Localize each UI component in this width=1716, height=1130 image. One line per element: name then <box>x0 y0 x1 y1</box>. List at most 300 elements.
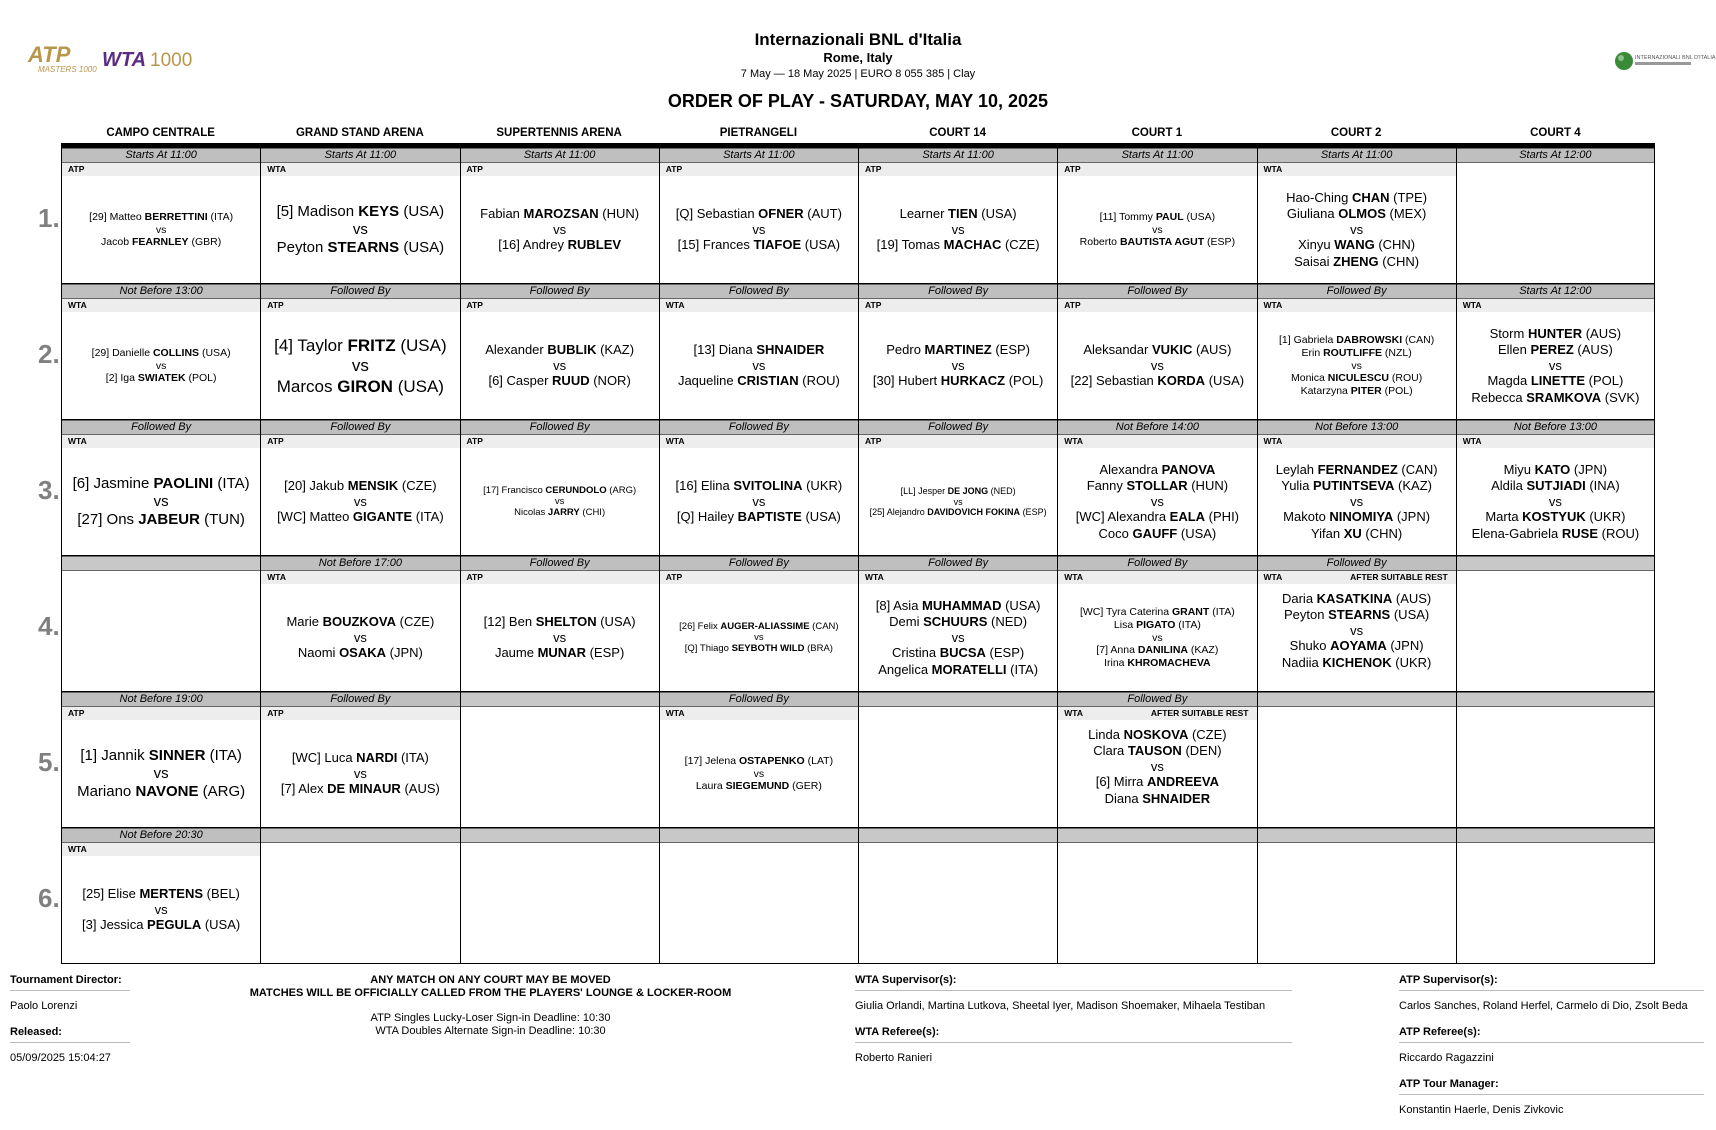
player-seed-first: [6] Casper <box>488 373 553 389</box>
player-seed-first: [Q] Thiago <box>684 643 732 655</box>
player-seed-first: [LL] Jesper <box>900 485 948 496</box>
player-seed-first: [13] Diana <box>693 342 757 358</box>
match-cell <box>659 828 858 964</box>
player-name <box>92 347 231 360</box>
tour-label <box>62 843 260 856</box>
match-time <box>62 556 260 571</box>
player-surname: PANOVA <box>1161 462 1216 478</box>
player-seed-first: Daria <box>1281 591 1317 607</box>
match-time <box>1058 828 1256 843</box>
tour-name: ATP <box>267 300 284 310</box>
match <box>1457 177 1654 283</box>
tour-name: WTA <box>665 436 685 446</box>
versus: vs <box>352 221 368 239</box>
player-seed-first: Peyton <box>276 238 328 256</box>
match-time <box>859 692 1057 707</box>
player-seed-first: Katarzyna <box>1300 385 1351 398</box>
tour-name: ATP <box>267 708 284 718</box>
player-country: (UKR) <box>802 478 843 494</box>
player-surname: AUGER-ALIASSIME <box>720 620 810 632</box>
tour-name: ATP <box>665 164 683 174</box>
player-seed-first: Marie <box>286 614 323 630</box>
match <box>1258 571 1456 691</box>
player-seed-first: Demi <box>889 614 924 630</box>
tour-label <box>261 571 459 584</box>
player-country: (USA) <box>1177 525 1217 541</box>
rest-note: AFTER SUITABLE REST <box>1350 572 1448 582</box>
match-time <box>859 828 1057 843</box>
player-name <box>292 750 429 766</box>
player-country: (ESP) <box>585 645 625 661</box>
court-header-row <box>61 124 1655 143</box>
match-time: Followed By <box>660 556 858 571</box>
match <box>859 449 1057 555</box>
player-name <box>1291 372 1422 385</box>
versus: vs <box>554 495 565 507</box>
player-seed-first: Cristina <box>892 645 940 661</box>
player-surname: SCHUURS <box>923 614 988 630</box>
player-surname: COLLINS <box>152 346 200 359</box>
player-seed-first: Monica <box>1290 372 1328 385</box>
match <box>859 721 1057 827</box>
player-country: (ITA) <box>1209 605 1235 618</box>
player-name <box>685 643 833 655</box>
match-cell <box>858 148 1057 284</box>
match <box>62 585 260 691</box>
tour-label <box>660 299 858 312</box>
player-surname: PITER <box>1350 385 1382 398</box>
divider <box>855 990 1292 991</box>
tour-label <box>1457 299 1654 312</box>
player-seed-first: Pedro <box>886 342 925 358</box>
player-seed-first: Aleksandar <box>1083 342 1152 358</box>
tour-name: WTA <box>68 300 87 310</box>
player-surname: KEYS <box>358 202 400 220</box>
player-country: (ITA) <box>412 509 444 525</box>
player-surname: FRITZ <box>347 335 396 355</box>
match-cell <box>659 148 858 284</box>
match-time: Followed By <box>461 420 659 435</box>
player-seed-first: [16] Andrey <box>498 237 568 253</box>
player-seed-first: Diana <box>1104 790 1143 806</box>
player-country: (CHN) <box>1378 253 1420 269</box>
player-surname: MACHAC <box>943 237 1002 253</box>
player-country: (NZL) <box>1382 346 1412 359</box>
atp-referee-label: ATP Referee(s): <box>1399 1026 1481 1038</box>
player-seed-first: Marta <box>1485 509 1523 525</box>
player-country: (AUT) <box>803 206 842 222</box>
match-time <box>1258 692 1456 707</box>
player-country: (CAN) <box>1402 333 1435 346</box>
player-name <box>77 783 245 802</box>
match-row <box>61 692 1655 828</box>
player-surname: RUBLEV <box>567 237 622 253</box>
player-country: (INA) <box>1585 478 1620 494</box>
player-surname: PEREZ <box>1530 342 1574 358</box>
player-country: (USA) <box>399 238 445 256</box>
player-surname: SIEGEMUND <box>725 780 790 793</box>
player-name <box>873 373 1044 389</box>
player-name <box>900 206 1017 222</box>
player-seed-first: Giuliana <box>1286 206 1339 222</box>
player-name <box>901 486 1016 497</box>
player-surname: CHAN <box>1351 190 1390 206</box>
player-seed-first: [7] Anna <box>1096 644 1138 657</box>
divider <box>10 1042 130 1043</box>
player-surname: RUSE <box>1561 525 1599 541</box>
player-surname: GIRON <box>337 376 393 396</box>
match-order-number: 4. <box>38 611 60 641</box>
tour-label <box>62 299 260 312</box>
player-surname: KOSTYUK <box>1522 509 1586 525</box>
player-surname: GRANT <box>1171 605 1210 618</box>
player-seed-first: Mariano <box>77 782 136 800</box>
tour-label <box>1457 435 1654 448</box>
player-name <box>277 509 444 525</box>
order-of-play-title: ORDER OF PLAY - SATURDAY, MAY 10, 2025 <box>667 91 1049 111</box>
match-cell <box>858 692 1057 828</box>
player-country: (TUN) <box>199 510 245 528</box>
player-surname: OSTAPENKO <box>738 754 805 767</box>
match <box>1258 721 1456 827</box>
match-cell <box>858 828 1057 964</box>
versus: vs <box>1351 359 1362 372</box>
versus: vs <box>155 223 167 236</box>
player-country: (PHI) <box>1205 509 1240 525</box>
tour-name: WTA <box>1462 300 1482 310</box>
match-cell <box>1057 420 1256 556</box>
tour-label <box>62 435 260 448</box>
player-seed-first: Erin <box>1301 346 1324 359</box>
tour-name: WTA <box>1263 300 1283 310</box>
player-seed-first: [20] Jakub <box>284 478 348 494</box>
player-name <box>1490 326 1621 342</box>
match-cell <box>460 420 659 556</box>
player-country: (USA) <box>1205 373 1245 389</box>
player-name <box>1286 190 1427 206</box>
player-country: (ITA) <box>207 210 234 223</box>
match-cell <box>858 420 1057 556</box>
player-surname: ROUTLIFFE <box>1323 346 1382 359</box>
tour-name: ATP <box>865 436 882 446</box>
player-name <box>1088 727 1226 743</box>
player-country: (CAN) <box>1397 462 1438 478</box>
player-surname: BAUTISTA AGUT <box>1119 236 1205 249</box>
player-surname: BAPTISTE <box>737 509 802 525</box>
player-name <box>678 373 840 389</box>
tour-label <box>62 163 260 176</box>
versus: vs <box>153 493 169 511</box>
match-cell <box>61 148 260 284</box>
match <box>859 585 1057 691</box>
player-country: (CZE) <box>396 614 435 630</box>
match-cell <box>659 284 858 420</box>
player-country: (USA) <box>801 237 841 253</box>
player-name <box>693 342 824 358</box>
match-cell <box>260 420 459 556</box>
tour-label <box>461 163 659 176</box>
player-name <box>696 780 822 793</box>
tour-name: WTA <box>1064 572 1083 582</box>
player-country: (KAZ) <box>596 342 635 358</box>
player-name <box>1282 591 1431 607</box>
match-order-number: 2. <box>38 339 60 369</box>
match <box>461 177 659 283</box>
versus: vs <box>752 493 766 509</box>
player-seed-first: Angelica <box>878 661 932 677</box>
atp-tour-manager-label: ATP Tour Manager: <box>1399 1078 1499 1090</box>
player-surname: XU <box>1343 525 1362 541</box>
player-surname: FERNANDEZ <box>1317 462 1398 478</box>
match-cell <box>659 692 858 828</box>
player-seed-first: [12] Ben <box>483 614 536 630</box>
tour-name: ATP <box>1064 300 1081 310</box>
player-name <box>1471 390 1639 406</box>
match-row <box>61 420 1655 556</box>
player-country: (CZE) <box>1188 727 1227 743</box>
player-seed-first: Fanny <box>1086 478 1127 494</box>
player-surname: AOYAMA <box>1330 638 1387 654</box>
player-seed-first: [17] Francisco <box>483 484 546 496</box>
player-surname: ZHENG <box>1333 253 1379 269</box>
player-name <box>277 239 445 258</box>
player-seed-first: Peyton <box>1284 607 1329 623</box>
player-surname: EALA <box>1169 509 1206 525</box>
match-time: Followed By <box>261 420 459 435</box>
player-country: (CHI) <box>579 507 606 519</box>
match <box>1058 449 1256 555</box>
match <box>859 177 1057 283</box>
match-cell <box>1057 284 1256 420</box>
player-surname: OFNER <box>758 206 804 222</box>
player-seed-first: [WC] Alexandra <box>1075 509 1170 525</box>
player-surname: NOSKOVA <box>1123 727 1189 743</box>
player-country: (USA) <box>1390 607 1430 623</box>
tour-name: ATP <box>466 164 483 174</box>
match-cell <box>1257 148 1456 284</box>
player-seed-first: [22] Sebastian <box>1070 373 1158 389</box>
player-seed-first: Rebecca <box>1471 389 1527 405</box>
match-cell <box>1257 556 1456 692</box>
player-seed-first: Yulia <box>1281 478 1314 494</box>
player-name <box>1485 509 1625 525</box>
court-name: CAMPO CENTRALE <box>106 127 215 139</box>
player-country: (MEX) <box>1385 206 1427 222</box>
player-name <box>1290 638 1424 654</box>
tour-name: WTA <box>665 708 685 718</box>
versus: vs <box>754 631 764 643</box>
player-country: (AUS) <box>1582 326 1622 342</box>
player-country: (ROU) <box>798 373 840 389</box>
player-name <box>1114 619 1201 632</box>
match-cell <box>858 284 1057 420</box>
player-seed-first: Xinyu <box>1298 237 1335 253</box>
match-cell <box>1456 148 1655 284</box>
player-name <box>82 917 240 933</box>
match <box>261 449 459 555</box>
player-name <box>886 342 1030 358</box>
player-country: (USA) <box>199 346 231 359</box>
match <box>660 177 858 283</box>
match-cell <box>61 828 260 964</box>
tour-label <box>461 571 659 584</box>
player-name <box>1283 509 1430 525</box>
player-name <box>1100 211 1216 224</box>
match-time: Not Before 19:00 <box>62 692 260 707</box>
match-cell <box>659 420 858 556</box>
match-cell <box>1456 420 1655 556</box>
match-time <box>1457 692 1654 707</box>
player-seed-first: Aldila <box>1491 478 1527 494</box>
player-seed-first: [1] Gabriela <box>1279 333 1337 346</box>
versus: vs <box>353 629 367 645</box>
tour-name: ATP <box>665 572 683 582</box>
player-surname: BOUZKOVA <box>322 614 397 630</box>
tour-label <box>1058 163 1256 176</box>
match <box>1058 177 1256 283</box>
player-country: (USA) <box>1183 210 1216 223</box>
player-country: (USA) <box>977 206 1017 222</box>
player-name <box>678 237 841 253</box>
match-time <box>1258 828 1456 843</box>
tour-name: ATP <box>466 572 483 582</box>
match <box>1058 707 1256 827</box>
player-seed-first: Yifan <box>1310 525 1344 541</box>
player-country: (HUN) <box>598 206 640 222</box>
match-time <box>461 692 659 707</box>
player-seed-first: Linda <box>1088 727 1124 743</box>
match-time: Followed By <box>660 420 858 435</box>
player-seed-first: Naomi <box>297 645 340 661</box>
player-surname: PUTINTSEVA <box>1313 478 1395 494</box>
player-name <box>498 237 621 253</box>
tour-name: WTA <box>1064 436 1083 446</box>
match-time: Starts At 12:00 <box>1457 284 1654 299</box>
player-surname: TIAFOE <box>753 237 802 253</box>
player-country: (GER) <box>789 780 822 793</box>
player-name <box>1298 237 1415 253</box>
player-surname: TIEN <box>948 206 978 222</box>
match-cell <box>460 828 659 964</box>
player-name <box>1099 526 1217 542</box>
player-name <box>1301 347 1411 360</box>
match <box>1058 857 1256 963</box>
player-seed-first: [30] Hubert <box>872 373 941 389</box>
player-seed-first: Alexandra <box>1099 462 1162 478</box>
player-country: (ITA) <box>397 750 429 766</box>
player-country: (KAZ) <box>1188 644 1219 657</box>
tour-label <box>660 707 858 720</box>
player-surname: KHROMACHEVA <box>1127 657 1211 670</box>
match-time: Followed By <box>62 420 260 435</box>
player-seed-first: Clara <box>1093 743 1128 759</box>
match-time: Not Before 13:00 <box>62 284 260 299</box>
wta-1000-text: 1000 <box>150 50 193 71</box>
player-name <box>73 475 250 494</box>
versus: vs <box>752 221 766 237</box>
match-time: Starts At 11:00 <box>461 148 659 163</box>
match-time: Starts At 11:00 <box>660 148 858 163</box>
player-country: (USA) <box>596 614 636 630</box>
player-surname: KASATKINA <box>1316 591 1393 607</box>
player-seed-first: Jaqueline <box>677 373 738 389</box>
match-time: Followed By <box>261 284 459 299</box>
player-surname: NARDI <box>356 750 398 766</box>
player-country: (NED) <box>987 614 1028 630</box>
player-name <box>1087 478 1228 494</box>
court-name: SUPERTENNIS ARENA <box>496 127 622 139</box>
match <box>660 721 858 827</box>
match <box>461 721 659 827</box>
match <box>1457 721 1654 827</box>
player-name <box>286 614 434 630</box>
player-country: (AUS) <box>1573 342 1613 358</box>
match-cell <box>61 556 260 692</box>
player-country: (POL) <box>1005 373 1044 389</box>
player-surname: PAOLINI <box>153 474 214 492</box>
match-cell <box>61 420 260 556</box>
player-surname: MERTENS <box>139 886 204 902</box>
player-country: (CAN) <box>809 620 839 632</box>
match-time: Not Before 17:00 <box>261 556 459 571</box>
player-seed-first: [WC] Luca <box>291 750 357 766</box>
player-name <box>1504 462 1608 478</box>
match-cell <box>460 692 659 828</box>
player-surname: SINNER <box>148 746 206 764</box>
match <box>261 177 459 283</box>
player-seed-first: Makoto <box>1283 509 1330 525</box>
player-country: (KAZ) <box>1394 478 1432 494</box>
player-country: (ITA) <box>205 746 242 764</box>
tour-label <box>261 299 459 312</box>
player-surname: KORDA <box>1157 373 1206 389</box>
tournament-name: Internazionali BNL d'Italia <box>754 30 962 49</box>
player-surname: CRISTIAN <box>737 373 799 389</box>
versus: vs <box>553 221 567 237</box>
player-name <box>1096 774 1219 790</box>
divider <box>10 990 130 991</box>
player-country: (NED) <box>988 485 1016 496</box>
player-country: (GBR) <box>188 236 222 249</box>
match-time: Followed By <box>1058 284 1256 299</box>
match-time: Followed By <box>1258 284 1456 299</box>
atp-supervisors: Carlos Sanches, Roland Herfel, Carmelo di Dio, Zsolt Beda <box>1399 1000 1688 1012</box>
tour-label <box>1058 435 1256 448</box>
match-time <box>660 828 858 843</box>
player-seed-first: Alexander <box>485 342 548 358</box>
player-surname: DE JONG <box>947 485 989 496</box>
match <box>660 857 858 963</box>
player-country: (POL) <box>1585 373 1624 389</box>
player-name <box>82 886 240 902</box>
player-country: (JPN) <box>1393 509 1431 525</box>
tour-name: ATP <box>1064 164 1081 174</box>
versus: vs <box>351 356 369 376</box>
player-name <box>1080 606 1235 619</box>
player-surname: MAROZSAN <box>523 206 599 222</box>
tour-label <box>1058 299 1256 312</box>
player-country: (USA) <box>399 202 445 220</box>
tour-name: WTA <box>267 572 286 582</box>
player-seed-first: [15] Frances <box>677 237 754 253</box>
versus: vs <box>1350 493 1364 509</box>
player-name <box>1281 478 1432 494</box>
player-surname: SHNAIDER <box>756 342 825 358</box>
player-name <box>80 747 241 766</box>
tour-label <box>1058 571 1256 584</box>
match-cell <box>858 556 1057 692</box>
tour-name: ATP <box>68 708 85 718</box>
